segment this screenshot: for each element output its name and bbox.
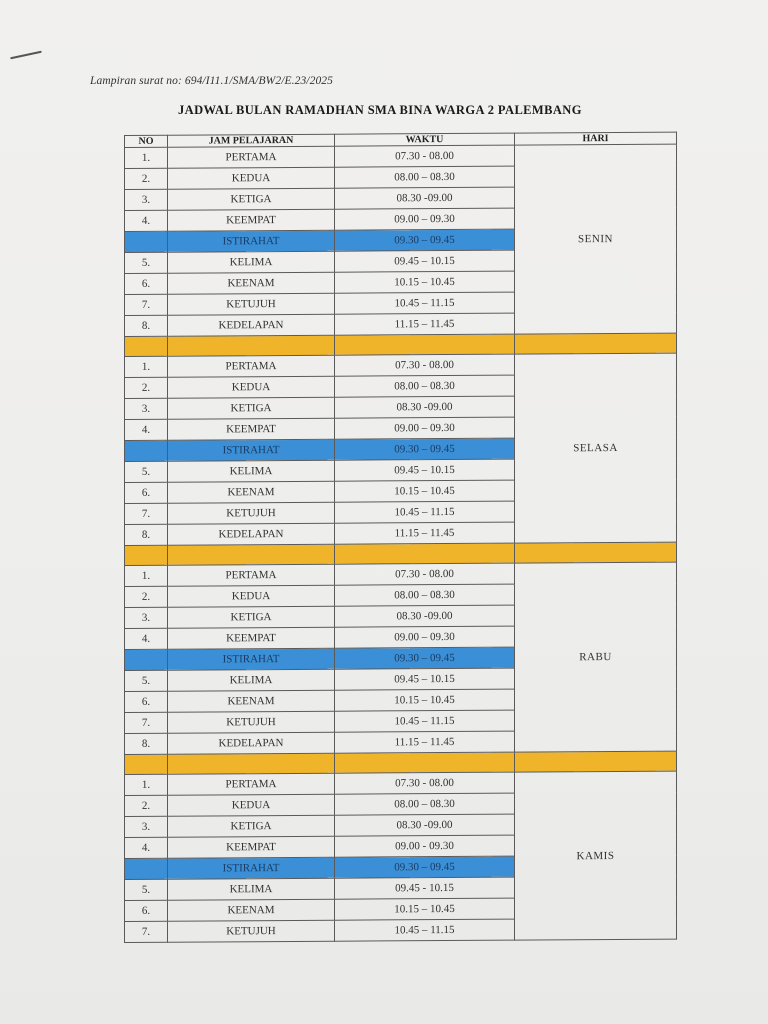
row-number: 6.	[125, 691, 168, 712]
schedule-body	[125, 144, 677, 942]
row-jam-pelajaran: KELIMA	[168, 669, 335, 691]
row-number: 3.	[125, 398, 168, 419]
row-waktu: 08.00 – 08.30	[335, 166, 515, 188]
row-waktu: 10.45 – 11.15	[335, 710, 515, 732]
row-jam-pelajaran: KEEMPAT	[168, 836, 335, 858]
row-jam-pelajaran: KETIGA	[168, 815, 335, 837]
table-row	[125, 771, 677, 795]
table-row	[125, 144, 677, 168]
row-number: 5.	[125, 252, 168, 273]
row-waktu: 08.30 -09.00	[335, 396, 515, 418]
separator-cell	[335, 334, 515, 355]
row-waktu: 08.30 -09.00	[335, 187, 515, 209]
row-number: 1.	[125, 356, 168, 377]
row-number: 1.	[125, 565, 168, 586]
row-jam-pelajaran: KEEMPAT	[168, 418, 335, 440]
row-jam-pelajaran: KETUJUH	[168, 293, 335, 315]
row-waktu: 09.30 – 09.45	[335, 229, 515, 251]
separator-cell	[125, 336, 168, 356]
row-jam-pelajaran: PERTAMA	[168, 355, 335, 377]
row-jam-pelajaran: KEDELAPAN	[168, 732, 335, 754]
row-jam-pelajaran: KETIGA	[168, 397, 335, 419]
row-number: 2.	[125, 168, 168, 189]
row-jam-pelajaran: PERTAMA	[168, 773, 335, 795]
row-jam-pelajaran: KEDUA	[168, 167, 335, 189]
row-waktu: 10.45 – 11.15	[335, 501, 515, 523]
row-jam-pelajaran: KEDELAPAN	[168, 314, 335, 336]
row-waktu: 11.15 – 11.45	[335, 522, 515, 544]
row-number: 6.	[125, 273, 168, 294]
row-number: 3.	[125, 189, 168, 210]
row-jam-pelajaran: ISTIRAHAT	[168, 439, 335, 461]
header-hari: HARI	[515, 132, 677, 145]
row-waktu: 08.00 – 08.30	[335, 584, 515, 606]
day-cell: SELASA	[515, 353, 677, 543]
separator-cell	[335, 752, 515, 773]
row-waktu: 10.45 – 11.15	[335, 919, 515, 941]
row-waktu: 09.45 – 10.15	[335, 250, 515, 272]
row-number	[125, 440, 168, 461]
row-number	[125, 858, 168, 879]
day-cell: SENIN	[515, 144, 677, 334]
row-waktu: 09.00 – 09.30	[335, 626, 515, 648]
row-waktu: 07.30 - 08.00	[335, 145, 515, 167]
row-jam-pelajaran: KELIMA	[168, 878, 335, 900]
separator-cell	[168, 753, 335, 774]
separator-cell	[125, 754, 168, 774]
row-number: 5.	[125, 879, 168, 900]
separator-cell	[335, 543, 515, 564]
row-jam-pelajaran: ISTIRAHAT	[168, 648, 335, 670]
row-waktu: 10.15 – 10.45	[335, 689, 515, 711]
row-waktu: 10.45 – 11.15	[335, 292, 515, 314]
row-number: 8.	[125, 733, 168, 754]
row-waktu: 09.45 – 10.15	[335, 459, 515, 481]
row-waktu: 11.15 – 11.45	[335, 731, 515, 753]
schedule-title: JADWAL BULAN RAMADHAN SMA BINA WARGA 2 PALEMBANG	[178, 103, 582, 117]
row-jam-pelajaran: ISTIRAHAT	[168, 230, 335, 252]
separator-cell	[515, 333, 677, 354]
row-number: 4.	[125, 419, 168, 440]
schedule-table	[124, 132, 677, 943]
row-number: 4.	[125, 837, 168, 858]
header-no: NO	[125, 135, 168, 147]
row-waktu: 07.30 - 08.00	[335, 772, 515, 794]
row-waktu: 09.45 – 10.15	[335, 668, 515, 690]
row-waktu: 09.30 – 09.45	[335, 438, 515, 460]
row-waktu: 11.15 – 11.45	[335, 313, 515, 335]
row-waktu: 08.30 -09.00	[335, 814, 515, 836]
row-jam-pelajaran: PERTAMA	[168, 564, 335, 586]
row-number: 6.	[125, 900, 168, 921]
row-number: 3.	[125, 816, 168, 837]
separator-cell	[515, 751, 677, 772]
day-cell: RABU	[515, 562, 677, 752]
table-row	[125, 353, 677, 377]
row-jam-pelajaran: KETUJUH	[168, 920, 335, 942]
row-jam-pelajaran: KELIMA	[168, 460, 335, 482]
row-jam-pelajaran: ISTIRAHAT	[168, 857, 335, 879]
separator-cell	[125, 545, 168, 565]
row-waktu: 08.00 – 08.30	[335, 793, 515, 815]
separator-cell	[168, 544, 335, 565]
row-jam-pelajaran: PERTAMA	[168, 146, 335, 168]
row-number: 3.	[125, 607, 168, 628]
pen-mark	[10, 51, 42, 60]
row-number: 6.	[125, 482, 168, 503]
row-number: 2.	[125, 586, 168, 607]
row-number: 8.	[125, 315, 168, 336]
row-number: 4.	[125, 210, 168, 231]
letter-reference: Lampiran surat no: 694/I11.1/SMA/BW2/E.23/2025	[90, 75, 334, 87]
row-jam-pelajaran: KETIGA	[168, 606, 335, 628]
row-number	[125, 231, 168, 252]
row-jam-pelajaran: KEDELAPAN	[168, 523, 335, 545]
row-jam-pelajaran: KEENAM	[168, 690, 335, 712]
row-waktu: 08.00 – 08.30	[335, 375, 515, 397]
row-number: 5.	[125, 461, 168, 482]
row-number: 4.	[125, 628, 168, 649]
row-number: 1.	[125, 774, 168, 795]
row-jam-pelajaran: KETIGA	[168, 188, 335, 210]
separator-cell	[168, 335, 335, 356]
row-waktu: 07.30 - 08.00	[335, 354, 515, 376]
row-jam-pelajaran: KEEMPAT	[168, 627, 335, 649]
row-jam-pelajaran: KEENAM	[168, 481, 335, 503]
row-jam-pelajaran: KEENAM	[168, 272, 335, 294]
row-number: 1.	[125, 147, 168, 168]
row-jam-pelajaran: KEEMPAT	[168, 209, 335, 231]
row-jam-pelajaran: KETUJUH	[168, 711, 335, 733]
row-waktu: 10.15 – 10.45	[335, 480, 515, 502]
row-number: 7.	[125, 503, 168, 524]
row-number: 2.	[125, 377, 168, 398]
row-jam-pelajaran: KETUJUH	[168, 502, 335, 524]
header-waktu: WAKTU	[335, 133, 515, 146]
row-number	[125, 649, 168, 670]
row-waktu: 07.30 - 08.00	[335, 563, 515, 585]
row-waktu: 09.45 - 10.15	[335, 877, 515, 899]
row-number: 8.	[125, 524, 168, 545]
row-waktu: 10.15 – 10.45	[335, 271, 515, 293]
row-number: 7.	[125, 294, 168, 315]
row-waktu: 09.00 – 09.30	[335, 417, 515, 439]
row-waktu: 09.00 – 09.30	[335, 208, 515, 230]
row-waktu: 10.15 – 10.45	[335, 898, 515, 920]
row-waktu: 09.30 – 09.45	[335, 647, 515, 669]
row-jam-pelajaran: KELIMA	[168, 251, 335, 273]
row-jam-pelajaran: KEDUA	[168, 585, 335, 607]
row-number: 7.	[125, 712, 168, 733]
row-number: 2.	[125, 795, 168, 816]
row-number: 7.	[125, 921, 168, 942]
row-waktu: 09.30 – 09.45	[335, 856, 515, 878]
row-jam-pelajaran: KEDUA	[168, 794, 335, 816]
row-number: 5.	[125, 670, 168, 691]
row-jam-pelajaran: KEDUA	[168, 376, 335, 398]
header-jam-pelajaran: JAM PELAJARAN	[168, 134, 335, 147]
separator-cell	[515, 542, 677, 563]
table-row	[125, 562, 677, 586]
row-waktu: 08.30 -09.00	[335, 605, 515, 627]
day-cell: KAMIS	[515, 771, 677, 940]
row-waktu: 09.00 - 09.30	[335, 835, 515, 857]
row-jam-pelajaran: KEENAM	[168, 899, 335, 921]
